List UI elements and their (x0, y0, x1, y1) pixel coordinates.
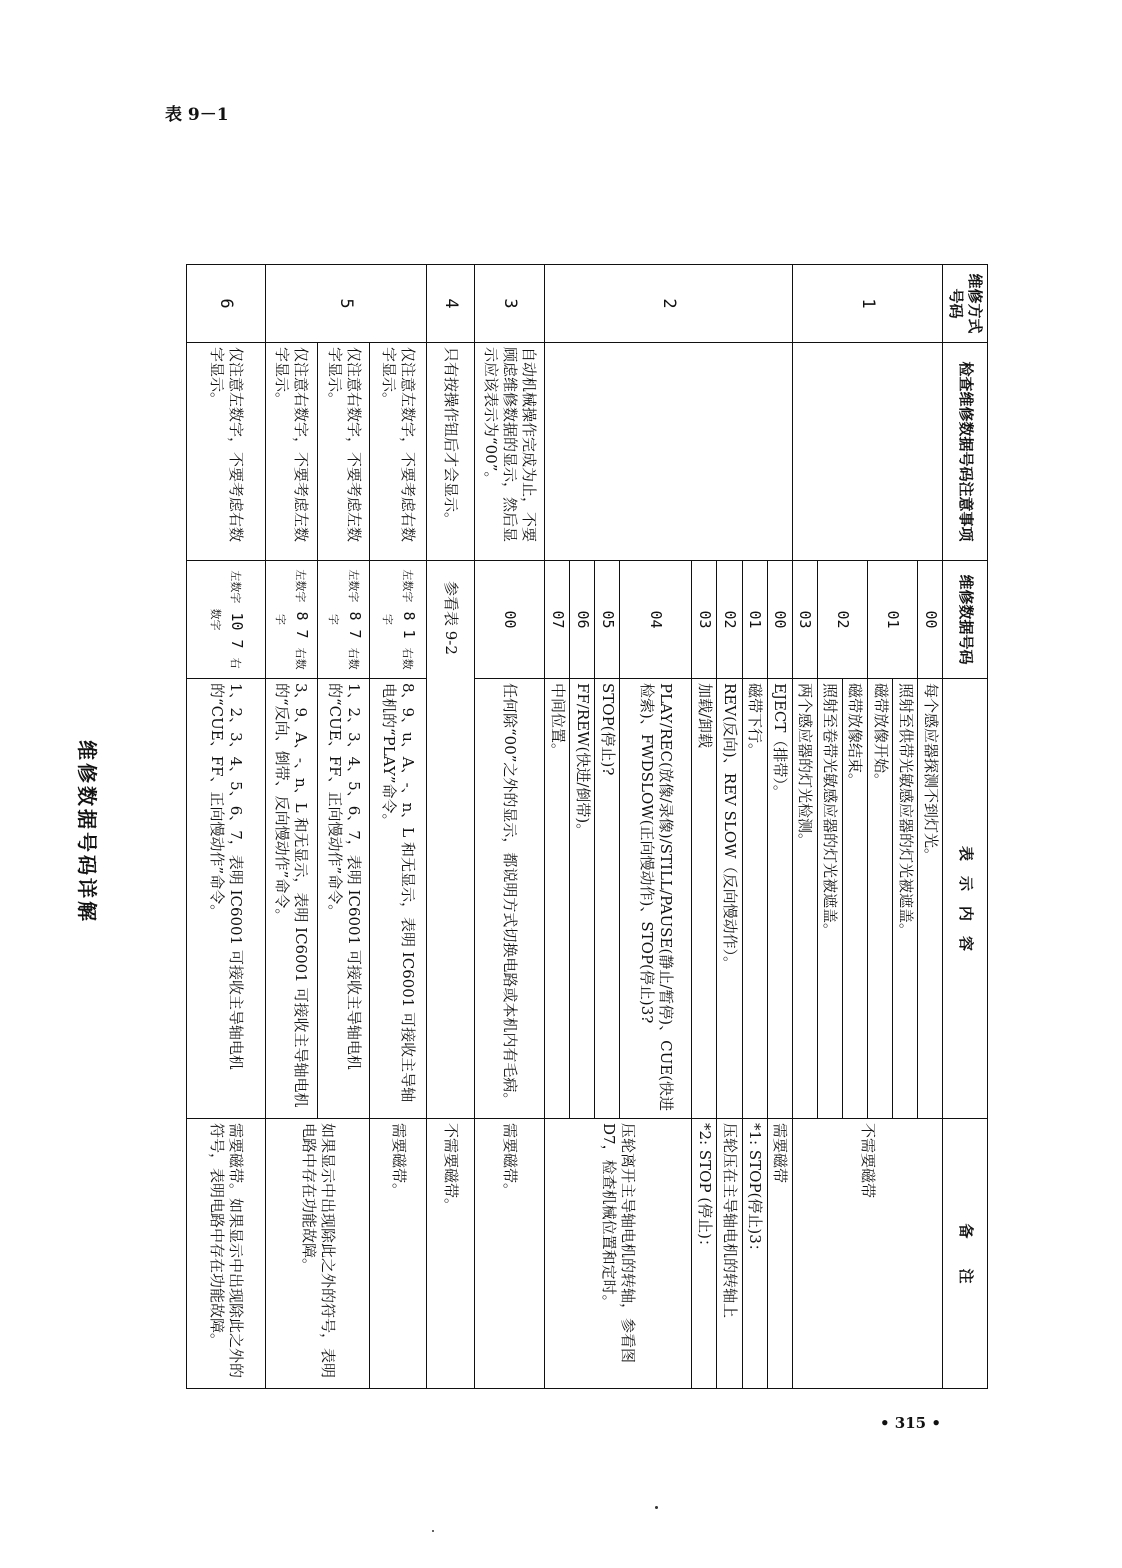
code-cell: 02 (817, 561, 867, 679)
remark-cell: 压轮压在主导轴电机的转轴上 (717, 1119, 742, 1389)
left-digit-tag: 左数字 (228, 570, 242, 604)
content-cell: 8、9、u、A、-、n、L 和无显示，表明 IC6001 可接收主导轴电机的“PLAY”命令。 (370, 679, 427, 1119)
code-cell: 03 (692, 561, 717, 679)
code-cell: 01 (867, 561, 917, 679)
content-cell: 中间位置。 (545, 679, 570, 1119)
note-cell: 仅注意右数字，不要考虑左数字显示。 (265, 343, 317, 561)
code-cell: 00 (475, 561, 545, 679)
scan-speck (655, 1506, 658, 1509)
rotated-table-wrapper (186, 264, 988, 1388)
note-cell: 自动机械操作完成为止，不要顾虑维修数据的显示，然后显示应该表示为“00”。 (475, 343, 545, 561)
code-cell: 01 (742, 561, 767, 679)
table-row (370, 265, 427, 1389)
code-cell: 00 (767, 561, 792, 679)
content-cell: 参看表 9-2 (427, 561, 475, 1119)
scan-speck (432, 1530, 434, 1532)
code-cell (370, 561, 427, 679)
code-cell: 04 (620, 561, 692, 679)
header-notes: 检查维修数据号码注意事项 (943, 343, 988, 561)
remark-cell: *1: STOP(停止)3： (742, 1119, 767, 1389)
remark-cell: 需要磁带。 (475, 1119, 545, 1389)
mode-number: 4 (427, 265, 475, 343)
code-cell: 05 (595, 561, 620, 679)
content-cell: FF/REW(快进/倒带)。 (570, 679, 595, 1119)
table-row (918, 265, 943, 1389)
remark-cell: *2: STOP (停止)： (692, 1119, 717, 1389)
code-value: 8 7 (293, 611, 312, 639)
left-digit-tag: 左数字 (294, 569, 308, 603)
right-digit-tag: 右数字 (326, 614, 360, 670)
remark-cell: 需要磁带 (767, 1119, 792, 1389)
remark-cell: 不需要磁带。 (427, 1119, 475, 1389)
content-cell: 磁带放像结束。 (842, 679, 867, 1119)
page-number: • 315 • (880, 1414, 941, 1432)
code-cell: 07 (545, 561, 570, 679)
remark-cell: 不需要磁带 (792, 1119, 943, 1389)
table-row (767, 265, 792, 1389)
note-cell: 仅注意左数字，不要考虑右数字显示。 (187, 343, 266, 561)
table-row (427, 265, 475, 1389)
mode-number: 2 (545, 265, 793, 343)
code-cell: 06 (570, 561, 595, 679)
content-cell: 1、2、3、4、5、6、7，表明 IC6001 可接收主导轴电机的“CUE、FF、正向慢动作”命令。 (187, 679, 266, 1119)
mode-number: 6 (187, 265, 266, 343)
content-cell: 磁带下行。 (742, 679, 767, 1119)
code-value: 10 7 (227, 612, 246, 649)
remark-cell: 如果显示中出现除此之外的符号，表明电路中存在功能故障。 (265, 1119, 370, 1389)
code-value: 8 1 (400, 611, 419, 639)
content-cell: 1、2、3、4、5、6、7，表明 IC6001 可接收主导轴电机的“CUE、FF、正向慢动作”命令。 (318, 679, 370, 1119)
note-cell: 仅注意右数字，不要考虑左数字显示。 (318, 343, 370, 561)
content-cell: 磁带放像开始。 (867, 679, 892, 1119)
code-cell (187, 561, 266, 679)
mode-number: 3 (475, 265, 545, 343)
remark-cell: 需要磁带。如果显示中出现除此之外的符号，表明电路中存在功能故障。 (187, 1119, 266, 1389)
header-content: 表 示 内 容 (943, 679, 988, 1119)
note-cell: 只有按操作钮后才会显示。 (427, 343, 475, 561)
mode-number: 5 (265, 265, 426, 343)
note-cell (792, 343, 943, 561)
content-cell: REV(反向)、REV SLOW（反向慢动作）。 (717, 679, 742, 1119)
content-cell: 每个感应器探测不到灯光。 (918, 679, 943, 1119)
content-cell: 加载/卸载 (692, 679, 717, 1119)
code-value: 8 7 (345, 611, 364, 639)
header-remark: 备 注 (943, 1119, 988, 1389)
header-mode: 维修方式号码 (943, 265, 988, 343)
content-cell: PLAY/REC(放像/录像)/STILL/PAUSE(静止/暂停)、CUE(快进检索)、FWDSLOW(正向慢动作)、STOP(停止)3? (620, 679, 692, 1119)
content-cell: 照射至供带光敏感应器的灯光被遮盖。 (893, 679, 918, 1119)
content-cell: EJECT（排带）。 (767, 679, 792, 1119)
table-row (187, 265, 266, 1389)
code-cell: 02 (717, 561, 742, 679)
left-digit-tag: 左数字 (346, 569, 360, 603)
code-cell (318, 561, 370, 679)
code-cell (265, 561, 317, 679)
code-cell: 00 (918, 561, 943, 679)
table-row (318, 265, 370, 1389)
content-cell: 照射至卷带光敏感应器的灯光被遮盖。 (817, 679, 842, 1119)
remark-cell: 需要磁带。 (370, 1119, 427, 1389)
content-cell: 两个感应器的灯光检测。 (792, 679, 817, 1119)
content-cell: 3、9、A、-、n、L 和无显示，表明 IC6001 可接收主导轴电机的“反向、倒带、反向慢动作”命令。 (265, 679, 317, 1119)
code-cell: 03 (792, 561, 817, 679)
mode-number: 1 (792, 265, 943, 343)
service-code-table (186, 264, 988, 1389)
table-row (475, 265, 545, 1389)
table-label: 表 9－1 (165, 105, 229, 125)
right-digit-tag: 右数字 (274, 614, 308, 670)
content-cell: STOP(停止)? (595, 679, 620, 1119)
right-digit-tag: 右数字 (381, 614, 415, 670)
note-cell: 仅注意左数字，不要考虑右数字显示。 (370, 343, 427, 561)
content-cell: 任何除“00”之外的显示，都说明方式切换电路或本机内有毛病。 (475, 679, 545, 1119)
remark-cell: 压轮离开主导轴电机的转轴，参看图 D7，检查机械位置和定时。 (545, 1119, 692, 1389)
section-caption: 维修数据号码详解 (75, 740, 99, 924)
header-row (943, 265, 988, 1389)
left-digit-tag: 左数字 (401, 569, 415, 603)
right-digit-tag: 右数字 (208, 608, 242, 669)
header-code: 维修数据号码 (943, 561, 988, 679)
note-cell (545, 343, 793, 561)
